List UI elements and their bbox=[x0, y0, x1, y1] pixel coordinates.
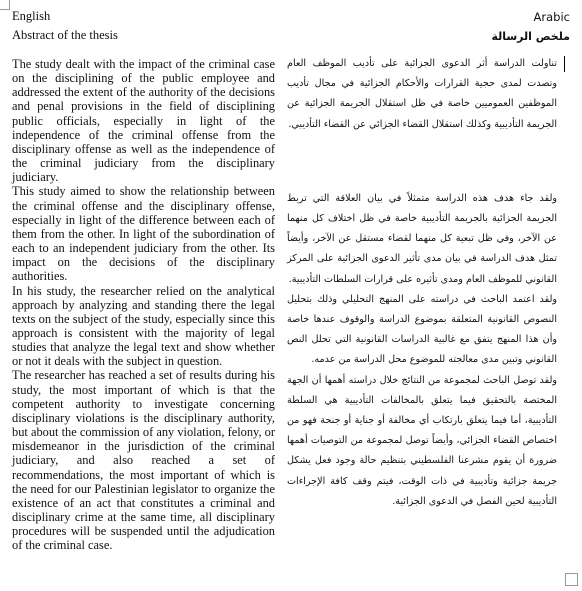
corner-marker-top-left bbox=[0, 0, 10, 10]
english-paragraph: The researcher has reached a set of results during his study, the most important of which is that the competent authority to investigate concerning disciplinary violations is the disciplinary authority, but about the commission of any violation, felony, or misdemeanor in the jurisdiction of the criminal judiciary, and also reached a set of recommendations, the most important of which is the need for our Palestinian legislator to organize the existence of an act that constitutes a criminal and disciplinary crime at the same time, all disciplinary procedures will be suspended until the adjudication of the criminal case. bbox=[12, 368, 275, 553]
english-header bbox=[12, 7, 118, 45]
english-language-label: English bbox=[12, 9, 51, 23]
arabic-language-label: Arabic bbox=[533, 10, 570, 24]
english-abstract-title: Abstract of the thesis bbox=[12, 28, 118, 42]
arabic-paragraph: ولقد اعتمد الباحث في دراسته على المنهج التحليلي وذلك بتحليل النصوص القانونية المتعلقة بموضوع الدراسة والوقوف عندها خاصة وأن هذا المنهج يتفق مع غالبية الدراسات القانونية التي تحلل النص القانوني وتبين مدى معالجته للموضوع محل الدراسة من عدمه. bbox=[287, 293, 557, 366]
arabic-paragraph: ولقد جاء هدف هذه الدراسة متمثلاً في بيان العلاقة التي تربط الجريمة الجزائية بالجريمة التأديبية خاصة في ظل اختلاف كل منهما عن الآخر، وفي ظل تبعية كل منهما لقضاء مستقل عن الآخر، وأيضاً تمثل هدف الدراسة في بيان مدى تأثير الدعوى الجزائية على المركز القانوني للموظف العام ومدى تأثيره على قرارات السلطات التأديبية. bbox=[287, 192, 557, 285]
english-paragraph: The study dealt with the impact of the criminal case on the disciplining of the public employee and addressed the extent of the authority of the decisions and penal provisions in the field of disciplining public officials, especially in light of the independence of the criminal offense from the disciplinary offense as well as the independence of the criminal judiciary from the disciplinary judiciary. bbox=[12, 57, 275, 185]
english-paragraph: This study aimed to show the relationship between the criminal offense and the disciplinary offense, especially in light of the difference between each of them from the other. In light of the subordination of each to an independent judiciary from the other. Its impact on the decisions of the disciplinary authorities. bbox=[12, 184, 275, 284]
arabic-abstract-title: ملخص الرسالة bbox=[491, 30, 570, 43]
english-abstract-column bbox=[12, 57, 275, 552]
arabic-paragraph: تناولت الدراسة أثر الدعوى الجزائية على تأديب الموظف العام وتصدت لمدى حجية القرارات والأحكام الجزائية في مجال تأديب الموظفين العموميين خاصة في ظل استقلال الجريمة الجزائية عن الجريمة التأديبية وكذلك استقلال القضاء الجزائي عن القضاء التأديبي. bbox=[287, 58, 557, 130]
text-cursor bbox=[564, 56, 565, 72]
arabic-header bbox=[491, 8, 570, 46]
arabic-paragraph: ولقد توصل الباحث لمجموعة من النتائج خلال دراسته أهمها أن الجهة المختصة بالتحقيق فيما يتعلق بالمخالفات التأديبية هي السلطة التأديبية، أما فيما يتعلق بارتكاب أي مخالفة أو جناية أو جنحة فهو من اختصاص القضاء الجزائي، وأيضاً توصل لمجموعة من التوصيات أهمها ضرورة أن يقوم مشرعنا الفلسطيني بتنظيم حالة وجود فعل يشكل جريمة جزائية وتأديبية في ذات الوقت، فيتم وقف كافة الإجراءات التأديبية لحين الفصل في الدعوى الجزائية. bbox=[287, 374, 557, 507]
english-paragraph: In his study, the researcher relied on the analytical approach by analyzing and standing there the legal texts on the subject of the study, especially since this approach is consistent with the majority of legal studies that analyze the legal text and show whether or not it deals with the subject in question. bbox=[12, 283, 275, 369]
arabic-abstract-column[interactable] bbox=[287, 54, 557, 512]
page-end-marker bbox=[565, 573, 578, 586]
